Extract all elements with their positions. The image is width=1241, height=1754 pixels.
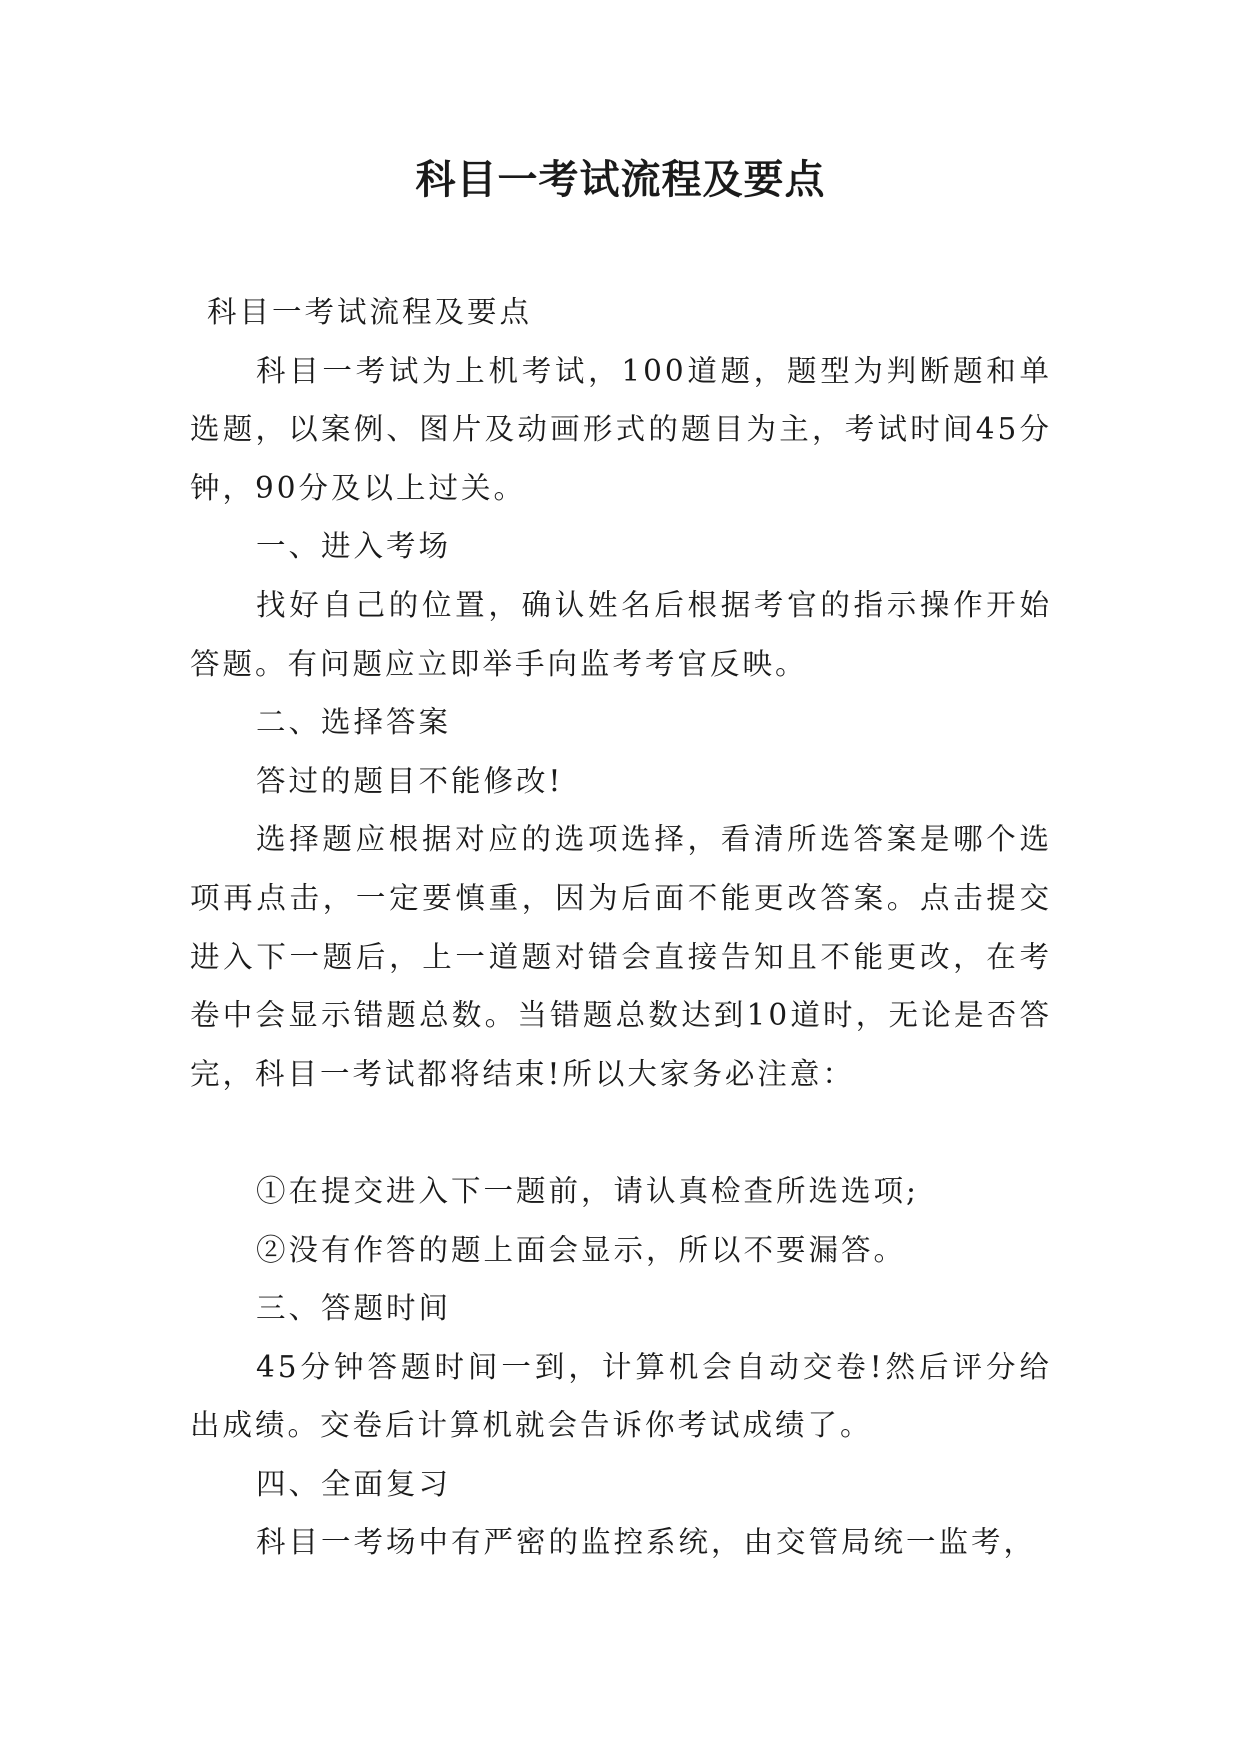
- document-title: 科目一考试流程及要点: [415, 157, 826, 203]
- section-full-review-text: 科目一考场中有严密的监控系统，由交管局统一监考，: [256, 1525, 1037, 1560]
- subtitle-paragraph: 科目一考试流程及要点: [207, 295, 533, 329]
- section-choose-answer-note: 答过的题目不能修改!: [256, 763, 564, 798]
- section-choose-answer-text: 选择题应根据对应的选项选择，看清所选答案是哪个选项再点击，一定要慎重，因为后面不能更改答案。点击提交进入下一题后，上一道题对错会直接告知且不能更改，在考卷中会显示错题总数。当错题总数达到10道时，无论是否答完，科目一考试都将结束!所以大家务必注意：: [190, 822, 1052, 1091]
- section-heading-enter-exam-room: 一、进入考场: [256, 529, 452, 564]
- section-enter-exam-room-text: 找好自己的位置，确认姓名后根据考官的指示操作开始答题。有问题应立即举手向监考考官反映。: [190, 587, 1052, 681]
- intro-paragraph: 科目一考试为上机考试，100道题，题型为判断题和单选题，以案例、图片及动画形式的题目为主，考试时间45分钟，90分及以上过关。: [190, 353, 1052, 505]
- section-heading-full-review: 四、全面复习: [256, 1466, 452, 1501]
- tip-item-2: ②没有作答的题上面会显示，所以不要漏答。: [256, 1232, 907, 1267]
- section-answer-time-text: 45分钟答题时间一到，计算机会自动交卷!然后评分给出成绩。交卷后计算机就会告诉你考试成绩了。: [190, 1349, 1052, 1443]
- blank-line: [190, 1103, 1052, 1162]
- document-body: [190, 283, 1052, 1572]
- section-heading-answer-time: 三、答题时间: [256, 1291, 452, 1326]
- tip-item-1: ①在提交进入下一题前，请认真检查所选选项;: [256, 1173, 919, 1208]
- section-heading-choose-answer: 二、选择答案: [256, 705, 452, 740]
